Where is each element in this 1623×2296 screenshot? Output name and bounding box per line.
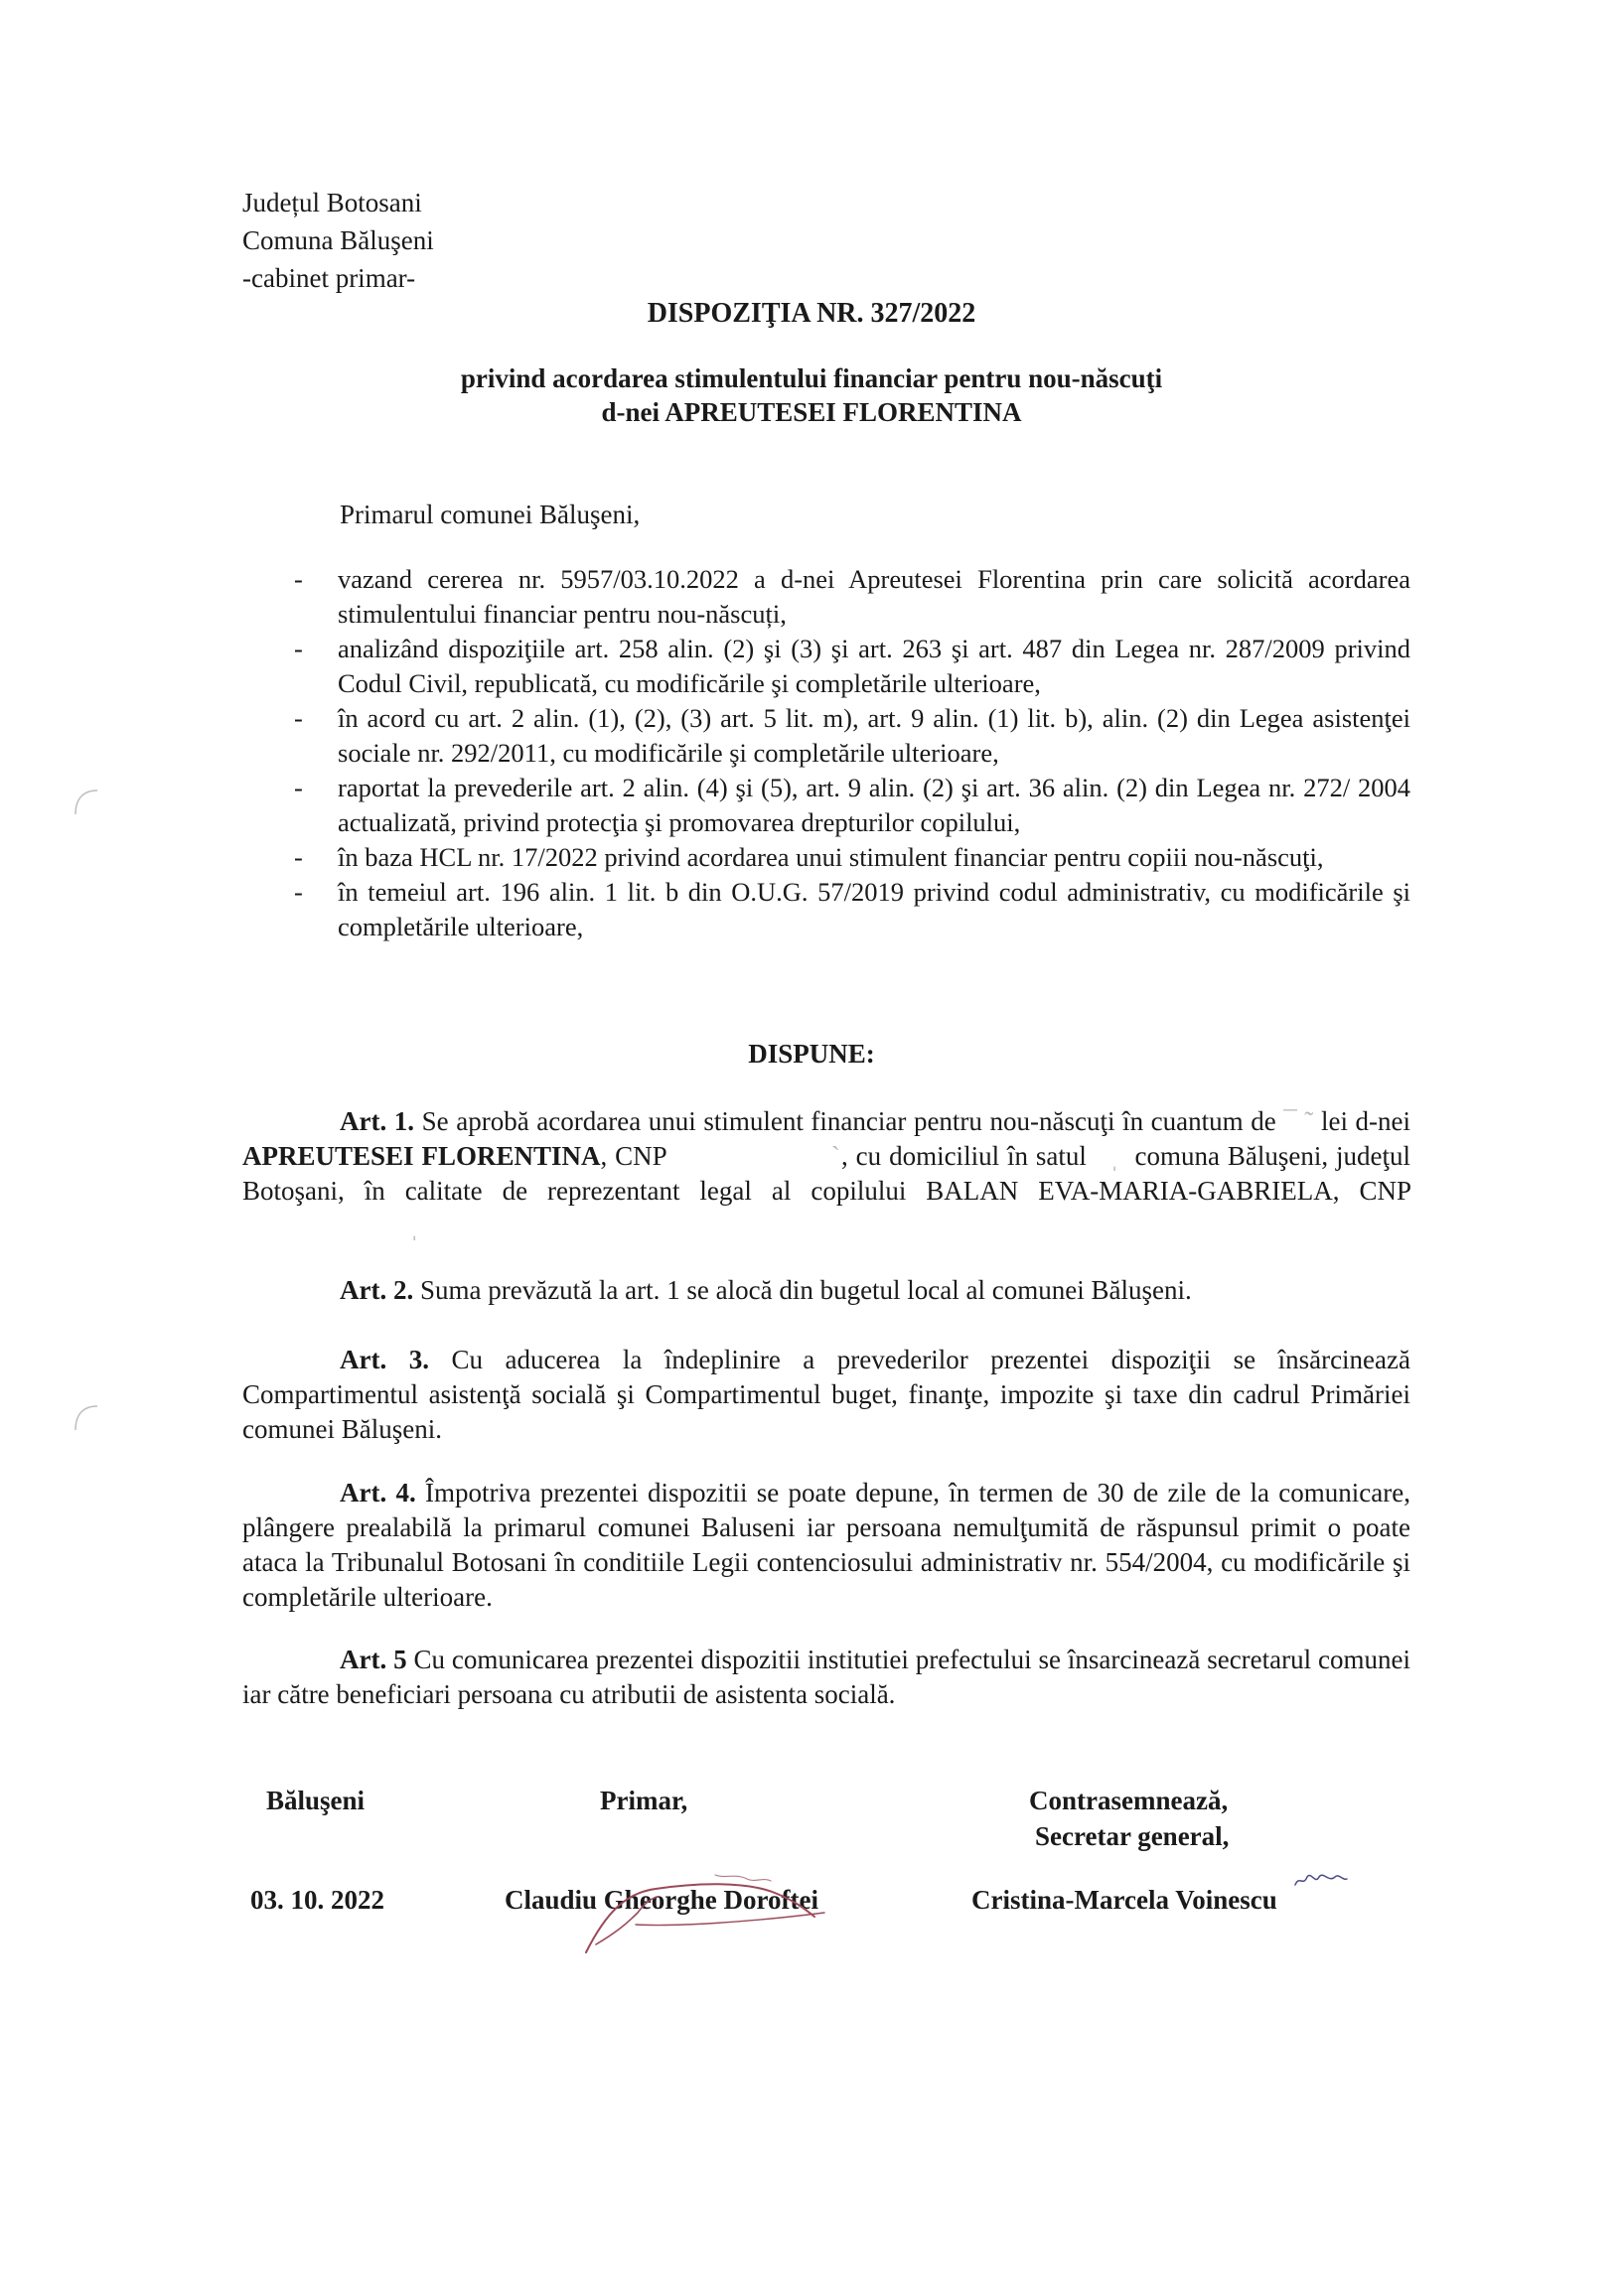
article-5-label: Art. 5	[340, 1645, 407, 1674]
list-item	[288, 875, 1410, 944]
redacted-village: ˌ	[1094, 1141, 1135, 1171]
mayor-signature-scribble	[526, 1853, 854, 1962]
list-item	[288, 562, 1410, 632]
list-item-text: în baza HCL nr. 17/2022 privind acordarea unui stimulent financiar pentru copiii nou-născuţi,	[338, 842, 1324, 872]
article-1-label: Art. 1.	[340, 1106, 415, 1136]
article-5-text: Cu comunicarea prezentei dispozitii institutiei prefectului se însarcinează secretarul comunei iar către beneficiari persoana cu atributii de asistenta socială.	[242, 1645, 1410, 1709]
redacted-cnp-child: ˌ	[242, 1211, 419, 1240]
countersign-title: Contrasemnează,	[1029, 1786, 1229, 1815]
mayor-name: Claudiu Gheorghe Doroftei	[505, 1885, 818, 1915]
article-1-text-d: , cu domiciliul în satul	[841, 1141, 1095, 1171]
intro-line: Primarul comunei Băluşeni,	[340, 500, 641, 529]
article-3-text: Cu aducerea la îndeplinire a prevederilor prezentei dispoziţii se însărcinează Compartimentul asistenţă socială şi Compartimentul buget, finanţe, impozite şi taxe din cadrul Primăriei comunei Băluşeni.	[242, 1345, 1410, 1444]
article-2	[242, 1273, 1410, 1308]
article-1-text-e: comuna Băluşeni, judeţul Botoşani, în calitate de reprezentant legal al copilului BALAN EVA-MARIA-GABRIELA, CNP	[242, 1141, 1410, 1206]
dash-bullet: -	[294, 564, 303, 594]
dash-bullet: -	[294, 634, 303, 663]
article-5	[242, 1643, 1410, 1712]
dash-bullet: -	[294, 773, 303, 802]
article-3	[242, 1343, 1410, 1447]
dispune-heading: DISPUNE:	[748, 1039, 875, 1069]
secretary-title: Secretar general,	[1035, 1821, 1230, 1851]
signature-place: Băluşeni	[266, 1786, 366, 1815]
list-item-text: în acord cu art. 2 alin. (1), (2), (3) art. 5 lit. m), art. 9 alin. (1) lit. b), alin. (2) din Legea asistenţei sociale nr. 292/2011, cu modificările şi completările ulterioare,	[338, 703, 1410, 768]
article-3-label: Art. 3.	[340, 1345, 429, 1374]
secretary-initials-scribble	[1291, 1867, 1351, 1907]
article-2-text: Suma prevăzută la art. 1 se alocă din bugetul local al comunei Băluşeni.	[413, 1275, 1192, 1305]
list-item	[288, 840, 1410, 875]
signature-date: 03. 10. 2022	[250, 1885, 384, 1915]
margin-mark-icon	[68, 1400, 107, 1440]
list-item	[288, 771, 1410, 840]
dash-bullet: -	[294, 877, 303, 907]
list-item-text: raportat la prevederile art. 2 alin. (4) şi (5), art. 9 alin. (2) şi art. 36 alin. (2) din Legea nr. 272/ 2004 actualizată, privind protecţia şi promovarea drepturilor copilului,	[338, 773, 1410, 837]
article-4-text: Împotriva prezentei dispozitii se poate depune, în termen de 30 de zile de la comunicare, plângere prealabilă la primarul comunei Baluseni iar persoana nemulţumită de răspunsul primit o poate ataca la Tribunalul Botosani în conditiile Legii contenciosului administrativ nr. 554/2004, cu modificările şi completările ulterioare.	[242, 1478, 1410, 1612]
header-commune: Comuna Băluşeni	[242, 225, 434, 255]
list-item-text: în temeiul art. 196 alin. 1 lit. b din O.U.G. 57/2019 privind codul administrativ, cu modificările şi completările ulterioare,	[338, 877, 1410, 941]
list-item-text: vazand cererea nr. 5957/03.10.2022 a d-nei Apreutesei Florentina prin care solicită acordarea stimulentului financiar pentru nou-născuți,	[338, 564, 1410, 629]
document-title: DISPOZIŢIA NR. 327/2022	[647, 298, 976, 329]
article-2-label: Art. 2.	[340, 1275, 414, 1305]
margin-mark-icon	[68, 785, 107, 824]
secretary-name: Cristina-Marcela Voinescu	[971, 1885, 1277, 1915]
dash-bullet: -	[294, 842, 303, 872]
mayor-title: Primar,	[600, 1786, 688, 1815]
beneficiary-name: APREUTESEI FLORENTINA	[242, 1141, 601, 1171]
list-item-text: analizând dispoziţiile art. 258 alin. (2) şi (3) şi art. 263 şi art. 487 din Legea nr. 287/2009 privind Codul Civil, republicată, cu modificările şi completările ulterioare,	[338, 634, 1410, 698]
article-4	[242, 1476, 1410, 1615]
list-item	[288, 701, 1410, 771]
document-subject-line2: d-nei APREUTESEI FLORENTINA	[601, 397, 1022, 427]
header-office: -cabinet primar-	[242, 263, 416, 293]
redacted-amount: ¯ ˜	[1283, 1106, 1321, 1136]
article-4-label: Art. 4.	[340, 1478, 416, 1507]
article-1-text-c: , CNP	[600, 1141, 674, 1171]
header-county: Județul Botosani	[242, 188, 422, 217]
article-1-text-a: Se aprobă acordarea unui stimulent financiar pentru nou-născuţi în cuantum de	[414, 1106, 1284, 1136]
list-item	[288, 632, 1410, 701]
redacted-cnp-mother: ˋ	[673, 1141, 842, 1171]
article-1	[242, 1104, 1410, 1243]
considerations-list	[288, 562, 1410, 944]
document-subject-line1: privind acordarea stimulentului financiar pentru nou-născuţi	[460, 363, 1163, 393]
dash-bullet: -	[294, 703, 303, 733]
article-1-text-b: lei d-nei	[1320, 1106, 1411, 1136]
